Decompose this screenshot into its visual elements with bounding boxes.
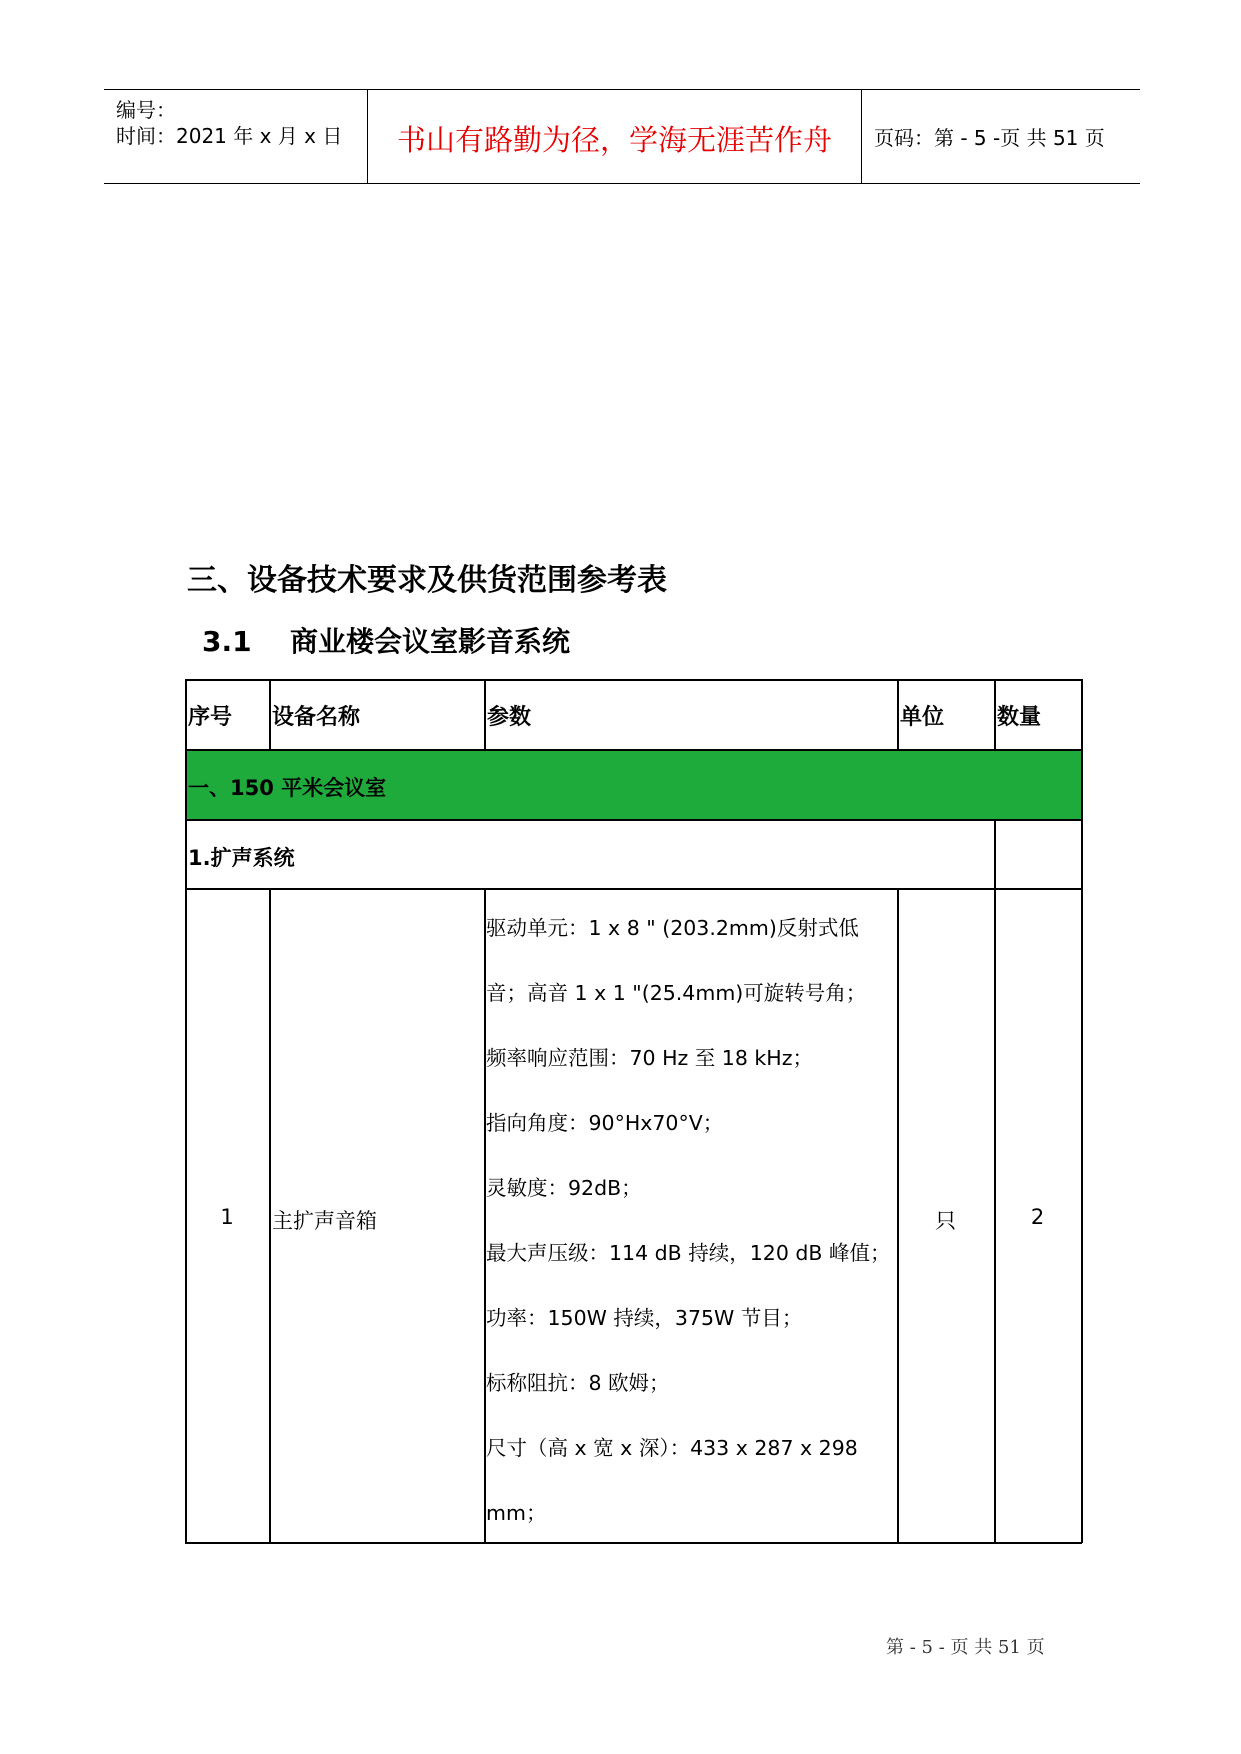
row-params [485,888,897,1542]
column-header-unit: 单位 [900,705,945,730]
section-heading: 三、设备技术要求及供货范围参考表 [187,563,667,598]
param-line: 驱动单元：1 x 8 " (203.2mm)反射式低 [486,916,859,940]
param-line: mm； [486,1501,547,1525]
column-header-index: 序号 [188,705,233,730]
row-index: 1 [220,1205,234,1229]
param-line: 最大声压级：114 dB 持续，120 dB 峰值； [486,1241,891,1265]
subsection-heading [202,620,570,660]
document-date: 时间：2021 年 x 月 x 日 [116,124,343,148]
equipment-table [185,679,1082,1543]
param-line: 标称阻抗：8 欧姆； [486,1371,670,1395]
param-line: 尺寸（高 x 宽 x 深）：433 x 287 x 298 [486,1436,858,1460]
row-equipment-name: 主扩声音箱 [272,1209,377,1233]
header-motto: 书山有路勤为径，学海无涯苦作舟 [396,123,832,157]
param-line: 频率响应范围：70 Hz 至 18 kHz； [486,1046,813,1070]
column-header-qty: 数量 [997,705,1042,730]
subsection-row-label: 1.扩声系统 [188,846,295,870]
param-line: 灵敏度：92dB； [486,1176,642,1200]
header-page-cell [862,90,1140,183]
document-number-label: 编号： [116,98,176,122]
row-unit: 只 [935,1209,956,1233]
row-quantity: 2 [1030,1205,1045,1229]
header-meta-cell [104,90,368,183]
param-line: 功率：150W 持续，375W 节目； [486,1306,803,1330]
page-header [104,89,1140,184]
param-line: 指向角度：90°Hx70°V； [486,1111,724,1135]
subsection-title: 商业楼会议室影音系统 [290,625,571,658]
column-header-params: 参数 [487,705,532,730]
header-page-code: 页码：第 - 5 -页 共 51 页 [874,126,1105,150]
section-row-label: 一、150 平米会议室 [188,776,387,800]
page-footer: 第 - 5 - 页 共 51 页 [886,1637,1045,1658]
header-motto-cell [368,90,862,183]
param-line: 音；高音 1 x 1 "(25.4mm)可旋转号角； [486,981,867,1005]
column-header-name: 设备名称 [272,705,361,730]
subsection-number: 3.1 [202,625,252,658]
